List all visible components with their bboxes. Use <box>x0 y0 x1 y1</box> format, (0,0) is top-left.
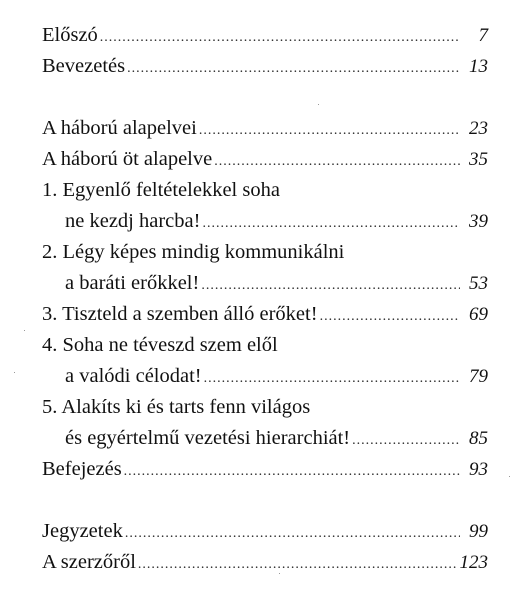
toc-entry-principle-1[interactable] <box>42 175 488 237</box>
table-of-contents <box>42 20 488 578</box>
dot-leader <box>204 363 460 394</box>
dot-leader <box>138 549 456 580</box>
toc-entry-title-line2: a baráti erőkkel! <box>65 272 200 294</box>
toc-page-number: 35 <box>469 149 488 170</box>
toc-entry-ot-alapelve[interactable] <box>42 144 488 175</box>
toc-entry-title: Befejezés <box>42 458 122 480</box>
toc-entry-title: 3. Tiszteld a szemben álló erőket! <box>42 303 318 325</box>
toc-page-number: 69 <box>469 304 488 325</box>
toc-entry-jegyzetek[interactable] <box>42 516 488 547</box>
toc-page-number: 13 <box>469 56 488 77</box>
dot-leader <box>214 146 460 177</box>
toc-entry-title-line2: a valódi célodat! <box>65 365 202 387</box>
toc-entry-title: A szerzőről <box>42 551 136 573</box>
toc-entry-title-line1: 1. Egyenlő feltételekkel soha <box>42 179 280 201</box>
toc-page-number: 7 <box>478 25 488 46</box>
toc-entry-title-line2: ne kezdj harcba! <box>65 210 201 232</box>
scan-speck <box>24 330 25 331</box>
section-spacer <box>42 485 488 516</box>
toc-page-number: 85 <box>469 428 488 449</box>
toc-entry-title: Bevezetés <box>42 55 126 77</box>
dot-leader <box>100 22 460 53</box>
toc-page-number: 23 <box>469 118 488 139</box>
dot-leader <box>125 518 460 549</box>
toc-entry-befejezes[interactable] <box>42 454 488 485</box>
dot-leader <box>201 270 460 301</box>
scan-speck <box>509 476 510 477</box>
toc-page-number: 79 <box>469 366 488 387</box>
toc-page-number: 123 <box>459 552 488 573</box>
dot-leader <box>199 115 460 146</box>
dot-leader <box>202 208 460 239</box>
toc-entry-principle-4[interactable] <box>42 330 488 392</box>
toc-page-number: 53 <box>469 273 488 294</box>
toc-entry-title: Előszó <box>42 24 98 46</box>
toc-entry-title-line2: és egyértelmű vezetési hierarchiát! <box>65 427 351 449</box>
dot-leader <box>127 53 460 84</box>
toc-entry-title: A háború öt alapelve <box>42 148 213 170</box>
toc-entry-szerzorol[interactable] <box>42 547 488 578</box>
scan-speck <box>318 104 319 105</box>
toc-page-number: 99 <box>469 521 488 542</box>
scan-speck <box>279 573 280 574</box>
toc-entry-title-line1: 4. Soha ne téveszd szem elől <box>42 334 278 356</box>
section-spacer <box>42 82 488 113</box>
toc-entry-eloszo[interactable] <box>42 20 488 51</box>
toc-page-number: 93 <box>469 459 488 480</box>
toc-entry-alapelvei[interactable] <box>42 113 488 144</box>
toc-entry-title: A háború alapelvei <box>42 117 197 139</box>
scan-speck <box>14 372 15 373</box>
toc-entry-principle-5[interactable] <box>42 392 488 454</box>
toc-page-number: 39 <box>469 211 488 232</box>
toc-entry-title: Jegyzetek <box>42 520 123 542</box>
toc-entry-principle-2[interactable] <box>42 237 488 299</box>
dot-leader <box>320 301 460 332</box>
toc-entry-title-line1: 5. Alakíts ki és tarts fenn világos <box>42 396 311 418</box>
toc-entry-bevezetes[interactable] <box>42 51 488 82</box>
toc-entry-principle-3[interactable] <box>42 299 488 330</box>
toc-entry-title-line1: 2. Légy képes mindig kommunikálni <box>42 241 345 263</box>
dot-leader <box>124 456 460 487</box>
dot-leader <box>352 425 460 456</box>
